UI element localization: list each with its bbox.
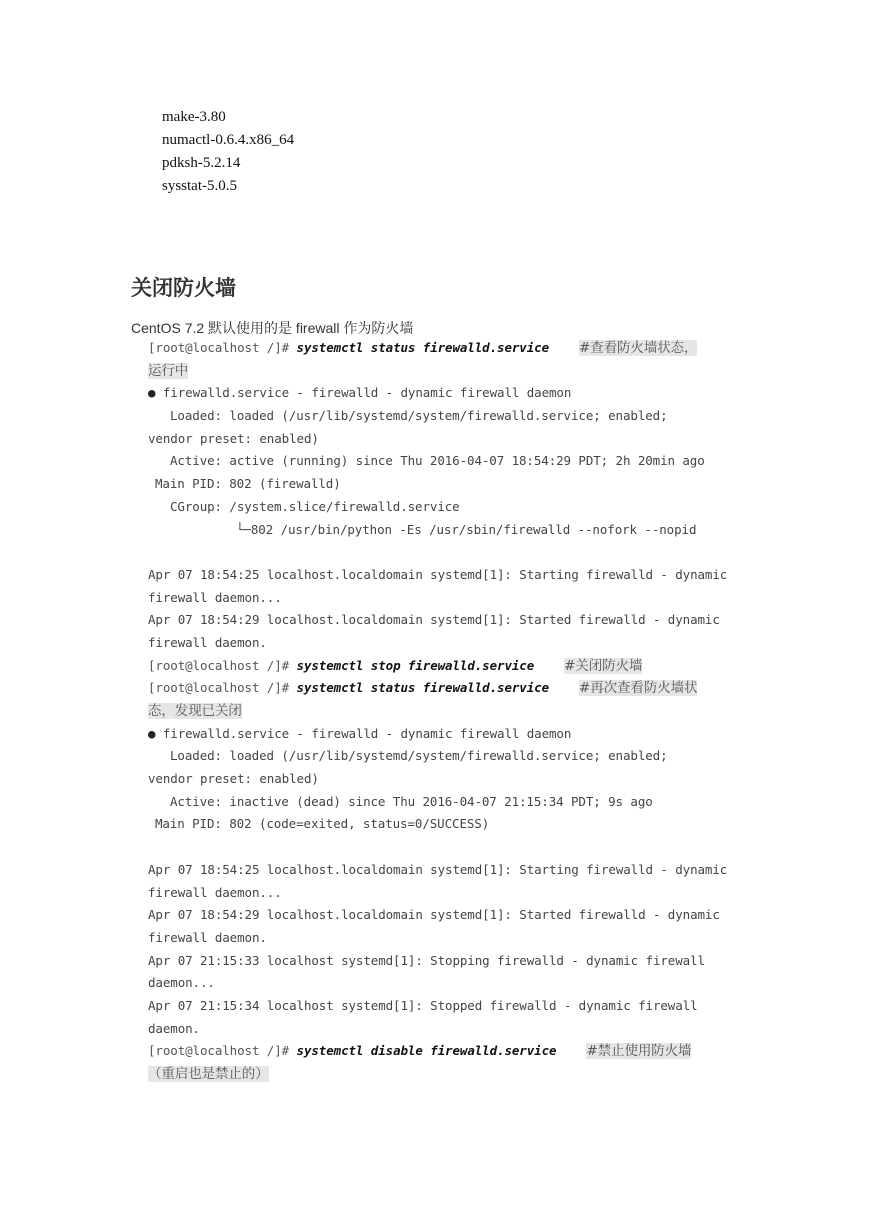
cgroup-tree-line: └─802 /usr/bin/python -Es /usr/sbin/firewalld --nofork --nopid: [236, 521, 697, 537]
command-line-wrap: [148, 1063, 728, 1086]
package-item: numactl-0.6.4.x86_64: [162, 132, 295, 148]
blank-line: [148, 541, 728, 564]
service-description: firewalld.service - firewalld - dynamic firewall daemon: [162, 385, 572, 401]
command-line-wrap: [148, 360, 728, 383]
log-line: Apr 07 21:15:33 localhost systemd[1]: Stopping firewalld - dynamic firewall: [148, 952, 705, 968]
loaded-line-wrap: vendor preset: enabled): [148, 771, 319, 787]
command-comment: （重启也是禁止的）: [148, 1066, 269, 1082]
log-line-wrap: firewall daemon...: [148, 589, 282, 605]
log-line: Apr 07 21:15:34 localhost systemd[1]: Stopped firewalld - dynamic firewall: [148, 997, 698, 1013]
command-comment: #再次查看防火墙状: [579, 680, 698, 697]
shell-prompt: [root@localhost /]#: [148, 340, 290, 355]
command-comment: #禁止使用防火墙: [586, 1043, 692, 1060]
command-text: systemctl status firewalld.service: [296, 680, 550, 696]
loaded-line-wrap: vendor preset: enabled): [148, 430, 319, 446]
log-line-wrap: daemon...: [148, 975, 215, 991]
package-item: pdksh-5.2.14: [162, 155, 241, 171]
cgroup-line: CGroup: /system.slice/firewalld.service: [170, 498, 460, 514]
main-pid-line: Main PID: 802 (firewalld): [155, 476, 341, 492]
log-line-wrap: firewall daemon...: [148, 884, 282, 900]
log-line-wrap: daemon.: [148, 1020, 200, 1036]
command-line-wrap: [148, 700, 728, 723]
command-text: systemctl status firewalld.service: [296, 340, 550, 355]
command-line: [148, 655, 728, 678]
log-line-wrap: firewall daemon.: [148, 634, 267, 650]
command-comment: 态，发现已关闭: [148, 703, 242, 719]
package-item: make-3.80: [162, 109, 226, 125]
blank-line: [148, 836, 728, 859]
log-line: Apr 07 18:54:25 localhost.localdomain systemd[1]: Starting firewalld - dynamic: [148, 861, 728, 877]
status-bullet-icon: ●: [148, 385, 156, 401]
shell-prompt: [root@localhost /]#: [148, 657, 290, 673]
package-item: sysstat-5.0.5: [162, 178, 237, 194]
log-line-wrap: firewall daemon.: [148, 929, 267, 945]
command-line: [148, 337, 728, 360]
command-line: [148, 677, 728, 700]
package-list: [162, 106, 294, 198]
active-line: Active: inactive (dead) since Thu 2016-04-07 21:15:34 PDT; 9s ago: [170, 793, 653, 809]
command-text: systemctl disable firewalld.service: [296, 1043, 557, 1059]
active-line: Active: active (running) since Thu 2016-04-07 18:54:29 PDT; 2h 20min ago: [170, 453, 705, 469]
section-intro: CentOS 7.2 默认使用的是 firewall 作为防火墙: [131, 320, 414, 336]
loaded-line: Loaded: loaded (/usr/lib/systemd/system/firewalld.service; enabled;: [170, 748, 668, 764]
command-comment: #关闭防火墙: [564, 657, 643, 674]
service-description: firewalld.service - firewalld - dynamic firewall daemon: [162, 725, 572, 741]
status-bullet-icon: ●: [148, 725, 156, 741]
command-text: systemctl stop firewalld.service: [296, 657, 535, 673]
command-comment: 运行中: [148, 362, 189, 379]
main-pid-line: Main PID: 802 (code=exited, status=0/SUCCESS): [155, 816, 490, 832]
shell-prompt: [root@localhost /]#: [148, 680, 290, 696]
service-line: [148, 382, 728, 405]
loaded-line: Loaded: loaded (/usr/lib/systemd/system/firewalld.service; enabled;: [170, 408, 668, 424]
log-line: Apr 07 18:54:29 localhost.localdomain systemd[1]: Started firewalld - dynamic: [148, 907, 720, 923]
log-line: Apr 07 18:54:25 localhost.localdomain systemd[1]: Starting firewalld - dynamic: [148, 566, 728, 582]
shell-prompt: [root@localhost /]#: [148, 1043, 290, 1059]
log-line: Apr 07 18:54:29 localhost.localdomain systemd[1]: Started firewalld - dynamic: [148, 612, 720, 628]
section-heading: 关闭防火墙: [131, 276, 236, 300]
command-line: [148, 1040, 728, 1063]
terminal-output: [148, 337, 728, 1086]
command-comment: #查看防火墙状态，: [579, 340, 698, 356]
service-line: [148, 723, 728, 746]
